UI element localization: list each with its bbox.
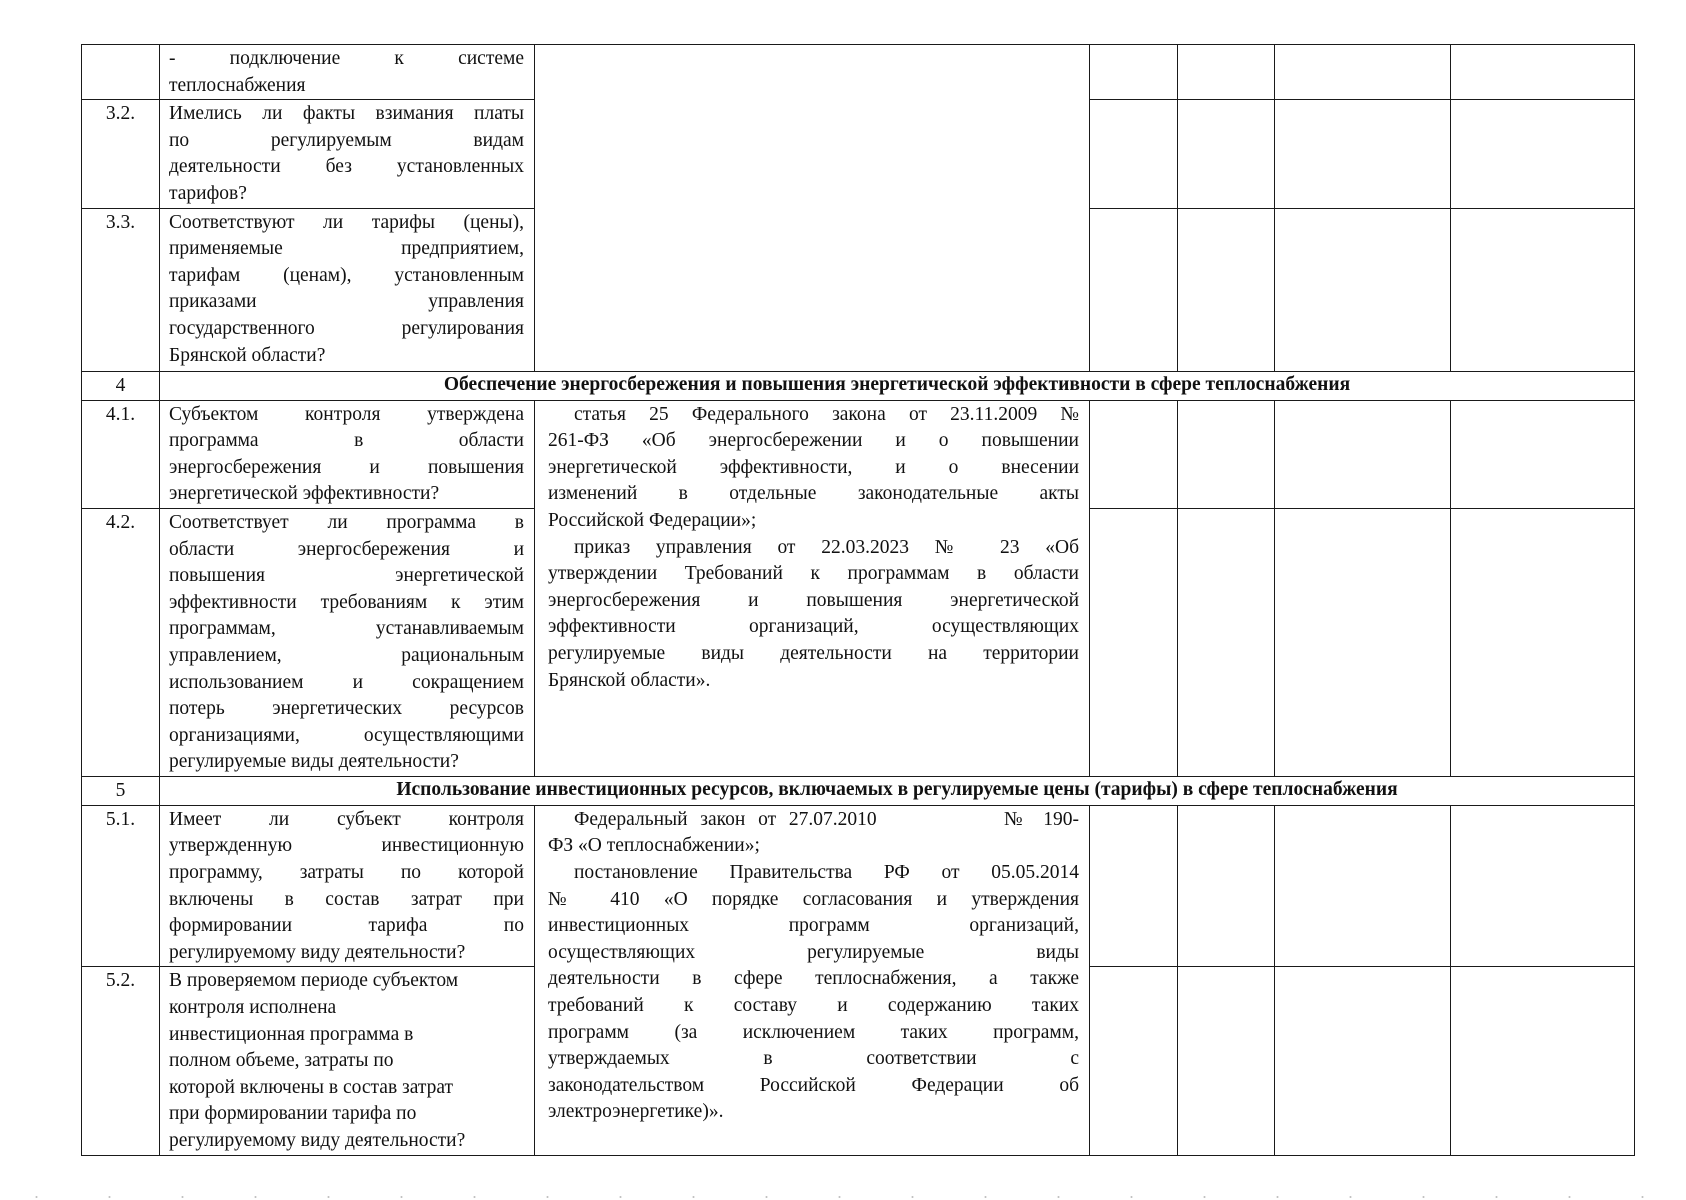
note-cell: [1451, 45, 1635, 100]
section-number: 5: [82, 776, 160, 805]
table-row: [82, 805, 1635, 967]
item-number: 4.2.: [82, 508, 160, 776]
answer-cell-na: [1275, 208, 1451, 371]
answer-cell-yes: [1090, 805, 1178, 967]
answer-cell-yes: [1090, 208, 1178, 371]
item-number: 5.1.: [82, 805, 160, 967]
answer-cell-no: [1178, 100, 1275, 208]
requirements-cell: [535, 45, 1090, 372]
item-number: 3.2.: [82, 100, 160, 208]
item-number: 4.1.: [82, 400, 160, 508]
answer-cell-yes: [1090, 400, 1178, 508]
question-cell: В проверяемом периоде субъектом контроля исполнена инвестиционная программа в полном объеме, затраты по которой включены в состав затрат при формировании тарифа по регулируемому виду деятельности?: [160, 967, 535, 1155]
note-cell: [1451, 100, 1635, 208]
answer-cell-no: [1178, 208, 1275, 371]
requirements-cell: Федеральный закон от 27.07.2010 № 190- ФЗ «О теплоснабжении»; постановление Правительства РФ от 05.05.2014 № 410 «О порядке согласования и утверждения инвестиционных программ организаций, осуществляющих регулируемые виды деятельности в сфере теплоснабжения, а также требований к составу и содержанию таких программ (за исключением таких программ, утверждаемых в соответствии с законодательством Российской Федерации об электроэнергетике)».: [535, 805, 1090, 1155]
section-row: [82, 776, 1635, 805]
note-cell: [1451, 967, 1635, 1155]
answer-cell-yes: [1090, 967, 1178, 1155]
item-number: [82, 45, 160, 100]
question-cell: Субъектом контроля утверждена программа в области энергосбережения и повышения энергетической эффективности?: [160, 400, 535, 508]
note-cell: [1451, 208, 1635, 371]
answer-cell-na: [1275, 45, 1451, 100]
answer-cell-no: [1178, 45, 1275, 100]
answer-cell-yes: [1090, 508, 1178, 776]
answer-cell-no: [1178, 508, 1275, 776]
note-cell: [1451, 508, 1635, 776]
question-cell: Имеет ли субъект контроля утвержденную инвестиционную программу, затраты по которой включены в состав затрат при формировании тарифа по регулируемому виду деятельности?: [160, 805, 535, 967]
item-number: 3.3.: [82, 208, 160, 371]
table-row: [82, 400, 1635, 508]
scan-noise: [0, 1195, 1686, 1199]
answer-cell-no: [1178, 805, 1275, 967]
section-title: Использование инвестиционных ресурсов, включаемых в регулируемые цены (тарифы) в сфере теплоснабжения: [160, 776, 1635, 805]
item-number: 5.2.: [82, 967, 160, 1155]
note-cell: [1451, 805, 1635, 967]
question-cell: Имелись ли факты взимания платы по регулируемым видам деятельности без установленных тарифов?: [160, 100, 535, 208]
answer-cell-na: [1275, 805, 1451, 967]
question-cell: Соответствует ли программа в области энергосбережения и повышения энергетической эффективности требованиям к этим программам, устанавливаемым управлением, рациональным использованием и сокращением потерь энергетических ресурсов организациями, осуществляющими регулируемые виды деятельности?: [160, 508, 535, 776]
question-cell: Соответствуют ли тарифы (цены), применяемые предприятием, тарифам (ценам), установленным приказами управления государственного регулирования Брянской области?: [160, 208, 535, 371]
answer-cell-yes: [1090, 45, 1178, 100]
answer-cell-na: [1275, 508, 1451, 776]
question-cell: - подключение к системе теплоснабжения: [160, 45, 535, 100]
section-title: Обеспечение энергосбережения и повышения энергетической эффективности в сфере теплоснабжения: [160, 371, 1635, 400]
requirements-cell: статья 25 Федерального закона от 23.11.2009 № 261-ФЗ «Об энергосбережении и о повышении энергетической эффективности, и о внесении изменений в отдельные законодательные акты Российской Федерации»; приказ управления от 22.03.2023 № 23 «Об утверждении Требований к программам в области энергосбережения и повышения энергетической эффективности организаций, осуществляющих регулируемые виды деятельности на территории Брянской области».: [535, 400, 1090, 776]
note-cell: [1451, 400, 1635, 508]
answer-cell-na: [1275, 400, 1451, 508]
checklist-table: [81, 44, 1635, 1156]
answer-cell-no: [1178, 967, 1275, 1155]
answer-cell-yes: [1090, 100, 1178, 208]
table-row: [82, 45, 1635, 100]
answer-cell-no: [1178, 400, 1275, 508]
section-row: [82, 371, 1635, 400]
answer-cell-na: [1275, 967, 1451, 1155]
answer-cell-na: [1275, 100, 1451, 208]
section-number: 4: [82, 371, 160, 400]
